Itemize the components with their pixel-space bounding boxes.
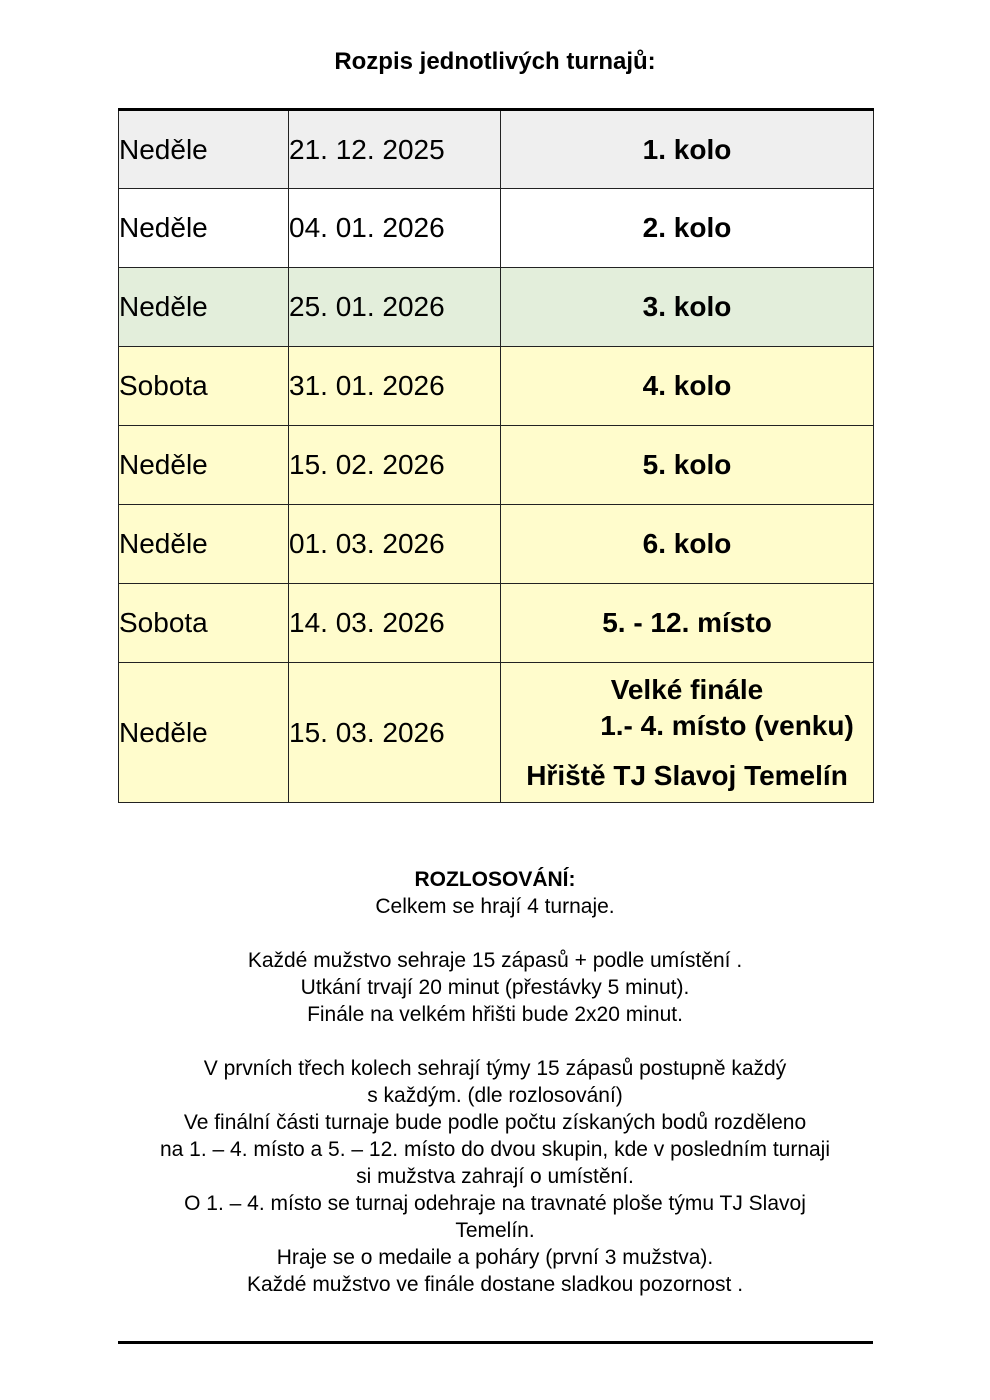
- table-row: [119, 347, 874, 426]
- draw-text-line: s každým. (dle rozlosování): [367, 1084, 623, 1107]
- final-places: 1.- 4. místo (venku): [600, 709, 854, 741]
- date-cell: 04. 01. 2026: [289, 189, 501, 268]
- day-cell: Neděle: [119, 505, 289, 584]
- date-cell: 21. 12. 2025: [289, 110, 501, 189]
- round-cell: 5. - 12. místo: [501, 584, 874, 663]
- date-cell: 25. 01. 2026: [289, 268, 501, 347]
- draw-text-line: Finále na velkém hřišti bude 2x20 minut.: [307, 1003, 683, 1026]
- date-cell: 31. 01. 2026: [289, 347, 501, 426]
- day-cell: Sobota: [119, 584, 289, 663]
- round-cell: 4. kolo: [501, 347, 874, 426]
- draw-text-line: na 1. – 4. místo a 5. – 12. místo do dvou skupin, kde v posledním turnaji: [159, 1138, 831, 1161]
- final-round-cell: [501, 663, 874, 803]
- draw-text-line: Každé mužstvo ve finále dostane sladkou pozornost .: [246, 1273, 744, 1296]
- day-cell: Sobota: [119, 347, 289, 426]
- table-row: [119, 110, 874, 189]
- draw-text-line: Temelín.: [455, 1219, 535, 1242]
- date-cell: 14. 03. 2026: [289, 584, 501, 663]
- page-title: Rozpis jednotlivých turnajů:: [334, 48, 656, 75]
- draw-text-line: V prvních třech kolech sehrají týmy 15 zápasů postupně každý: [203, 1057, 787, 1080]
- day-cell: Neděle: [119, 189, 289, 268]
- day-cell: Neděle: [119, 426, 289, 505]
- round-cell: 1. kolo: [501, 110, 874, 189]
- date-cell: 01. 03. 2026: [289, 505, 501, 584]
- day-cell: Neděle: [119, 268, 289, 347]
- draw-section: [0, 866, 990, 1298]
- table-row: [119, 268, 874, 347]
- bottom-divider: [118, 1341, 873, 1344]
- draw-text-line: Hraje se o medaile a poháry (první 3 mužstva).: [276, 1246, 714, 1269]
- draw-text-line: Každé mužstvo sehraje 15 zápasů + podle umístění .: [247, 949, 743, 972]
- table-row: [119, 189, 874, 268]
- tournament-schedule-table: [118, 108, 874, 803]
- draw-heading: ROZLOSOVÁNÍ:: [414, 868, 576, 891]
- draw-intro: Celkem se hrají 4 turnaje.: [375, 895, 615, 918]
- round-cell: 6. kolo: [501, 505, 874, 584]
- final-venue: Hřiště TJ Slavoj Temelín: [526, 759, 848, 791]
- table-row: [119, 426, 874, 505]
- draw-text-line: O 1. – 4. místo se turnaj odehraje na travnaté ploše týmu TJ Slavoj: [184, 1192, 806, 1215]
- round-cell: 3. kolo: [501, 268, 874, 347]
- draw-text-line: Utkání trvají 20 minut (přestávky 5 minut).: [300, 976, 690, 999]
- draw-text-line: si mužstva zahrají o umístění.: [356, 1165, 634, 1188]
- draw-text-line: Ve finální části turnaje bude podle počtu získaných bodů rozděleno: [183, 1111, 807, 1134]
- table-row: [119, 505, 874, 584]
- final-title: Velké finále: [610, 673, 764, 705]
- date-cell: 15. 03. 2026: [289, 663, 501, 803]
- final-row: [119, 663, 874, 803]
- round-cell: 2. kolo: [501, 189, 874, 268]
- round-cell: 5. kolo: [501, 426, 874, 505]
- day-cell: Neděle: [119, 110, 289, 189]
- date-cell: 15. 02. 2026: [289, 426, 501, 505]
- day-cell: Neděle: [119, 663, 289, 803]
- table-row: [119, 584, 874, 663]
